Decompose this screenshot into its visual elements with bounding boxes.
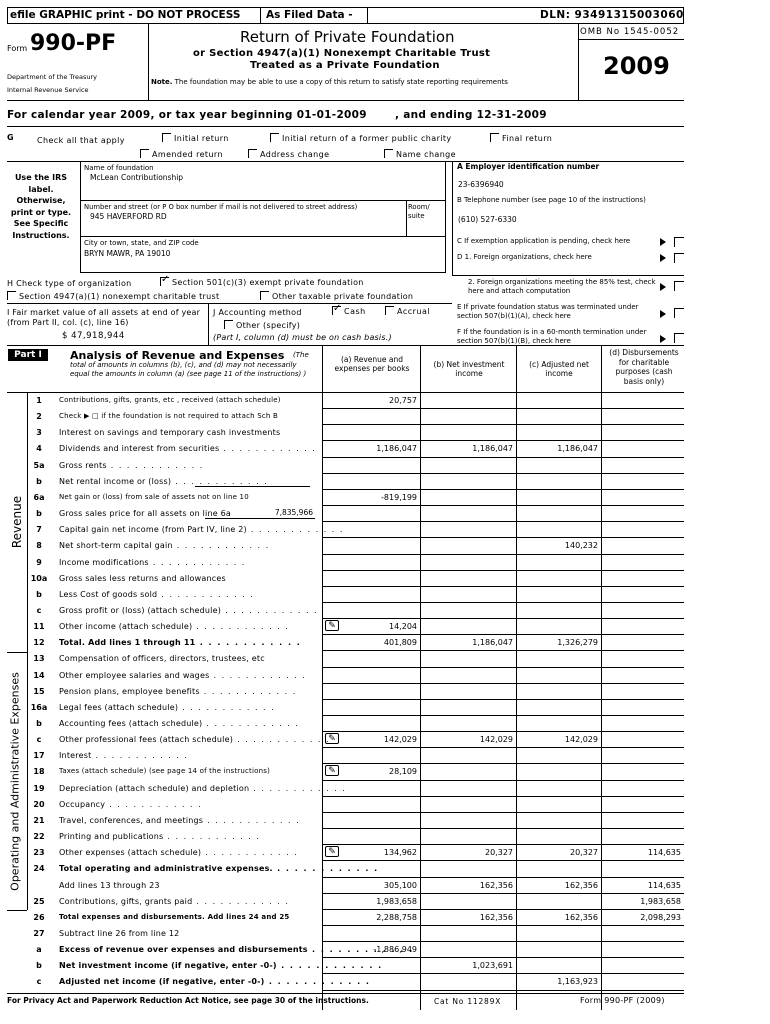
- final-return-option[interactable]: Final return: [490, 133, 552, 143]
- row-description: Excess of revenue over expenses and disbursements . . .: [59, 945, 414, 954]
- form-title: Return of Private Foundation: [240, 28, 455, 46]
- row-description: Capital gain net income (from Part IV, line 2) . . .: [59, 525, 344, 534]
- cell-col-a: 305,100: [383, 880, 417, 890]
- row-description: Gross rents . . .: [59, 461, 204, 470]
- f-label: F If the foundation is in a 60-month termination under section 507(b)(1)(B), check here: [457, 328, 647, 345]
- row-number: 20: [33, 799, 45, 809]
- row-description: Total expenses and disbursements. Add lines 24 and 25: [59, 912, 290, 921]
- name-label: Name of foundation: [84, 164, 154, 172]
- row-number: b: [36, 589, 42, 599]
- j-other-option[interactable]: Other (specify): [224, 320, 300, 330]
- filed-label: As Filed Data -: [266, 9, 353, 21]
- row-number: 25: [33, 896, 45, 906]
- initial-former-option[interactable]: Initial return of a former public charity: [270, 133, 452, 143]
- d1-arrow-icon: [660, 254, 666, 264]
- address-change-option[interactable]: Address change: [248, 149, 329, 159]
- row-number: 12: [33, 638, 45, 648]
- cell-col-b: 162,356: [479, 912, 513, 922]
- dept-treasury: Department of the Treasury: [7, 73, 98, 81]
- j-accrual-checkbox[interactable]: [385, 306, 394, 315]
- row-number: 26: [33, 912, 45, 922]
- cell-col-c: 1,163,923: [557, 977, 598, 987]
- use-irs-label: Use the IRS label. Otherwise, print or type. See Specific Instructions.: [10, 173, 72, 240]
- cell-col-a: 142,029: [383, 735, 417, 745]
- j-label: J Accounting method: [213, 308, 302, 317]
- c-checkbox[interactable]: [674, 237, 684, 249]
- c-label: C If exemption application is pending, check here: [457, 237, 631, 245]
- j-accrual-option[interactable]: Accrual: [385, 306, 430, 316]
- amended-return-checkbox[interactable]: [140, 149, 149, 158]
- row-description: Interest . . .: [59, 751, 188, 760]
- form-subtitle-2: Treated as a Private Foundation: [250, 60, 440, 71]
- row-description: Other expenses (attach schedule) . . .: [59, 848, 298, 857]
- expenses-side-label: Operating and Administrative Expenses: [8, 672, 22, 891]
- row-number: 11: [33, 622, 45, 632]
- row-number: 15: [33, 686, 45, 696]
- row-description: Gross sales less returns and allowances: [59, 573, 226, 583]
- row-description: Net rental income or (loss) . . .: [59, 477, 268, 486]
- street-label: Number and street (or P O box number if mail is not delivered to street address): [84, 203, 358, 211]
- cell-col-c: 162,356: [564, 912, 598, 922]
- phone-label: B Telephone number (see page 10 of the instructions): [457, 196, 646, 204]
- row-description: Adjusted net income (if negative, enter -0-) . . .: [59, 977, 370, 986]
- part1-badge: Part I: [8, 349, 48, 361]
- form-subtitle-1: or Section 4947(a)(1) Nonexempt Charitable Trust: [193, 48, 491, 59]
- j-cash-checkbox[interactable]: [332, 306, 341, 315]
- name-change-checkbox[interactable]: [384, 149, 393, 158]
- form-number: 990-PF: [30, 31, 117, 56]
- privacy-notice: For Privacy Act and Paperwork Reduction Act Notice, see page 30 of the instructions.: [7, 996, 369, 1005]
- row-number: 18: [33, 767, 45, 777]
- row-number: 14: [33, 670, 45, 680]
- e-checkbox[interactable]: [674, 308, 684, 320]
- row-description: Subtract line 26 from line 12: [59, 928, 180, 938]
- row-number: 17: [33, 751, 45, 761]
- dept-irs: Internal Revenue Service: [7, 86, 89, 94]
- d2-label: 2. Foreign organizations meeting the 85% test, check here and attach computation: [468, 278, 656, 295]
- cell-col-c: 142,029: [564, 735, 598, 745]
- row-description: Dividends and interest from securities . . .: [59, 444, 316, 453]
- i-label: I Fair market value of all assets at end of year (from Part II, col. (c), line 16): [7, 308, 201, 327]
- row-number: 24: [33, 864, 45, 874]
- row-description: Depreciation (attach schedule) and depletion . . .: [59, 784, 346, 793]
- row-description: Accounting fees (attach schedule) . . .: [59, 719, 299, 728]
- row-number: 13: [33, 654, 45, 664]
- initial-return-checkbox[interactable]: [162, 133, 171, 142]
- col-d-header: (d) Disbursements for charitable purposes (cash basis only): [609, 348, 679, 386]
- ein-value: 23-6396940: [458, 180, 504, 189]
- row-description: Occupancy . . .: [59, 800, 202, 809]
- c-arrow-icon: [660, 238, 666, 248]
- row-number: b: [36, 719, 42, 728]
- row-description: Contributions, gifts, grants, etc , received (attach schedule): [59, 396, 281, 404]
- cat-number: Cat No 11289X: [434, 997, 502, 1006]
- row-number: 27: [33, 928, 45, 938]
- d1-checkbox[interactable]: [674, 253, 684, 265]
- address-change-checkbox[interactable]: [248, 149, 257, 158]
- cell-col-d: 1,983,658: [640, 896, 681, 906]
- h-4947-option[interactable]: Section 4947(a)(1) nonexempt charitable trust: [7, 291, 219, 301]
- row-description: Income modifications . . .: [59, 558, 246, 567]
- row-description: Printing and publications . . .: [59, 832, 260, 841]
- cell-col-b: 1,186,047: [472, 638, 513, 648]
- ein-label: A Employer identification number: [457, 162, 600, 171]
- row-number: 23: [33, 848, 45, 858]
- row-description: Check ▶ □ if the foundation is not required to attach Sch B: [59, 412, 278, 421]
- d2-arrow-icon: [660, 283, 666, 293]
- row-description: Add lines 13 through 23: [59, 880, 160, 890]
- form-word: Form: [7, 44, 28, 53]
- row-number: 3: [36, 428, 42, 438]
- row-number: c: [36, 735, 42, 745]
- dln: DLN: 93491315003060: [540, 9, 684, 21]
- cell-col-a: 1,983,658: [376, 896, 417, 906]
- tax-year: 2009: [603, 52, 670, 80]
- attachment-icon[interactable]: ✎: [325, 620, 339, 631]
- row-number: 9: [36, 557, 42, 567]
- cell-col-c: 1,186,047: [557, 444, 598, 454]
- amended-return-option[interactable]: Amended return: [140, 149, 223, 159]
- row-number: c: [36, 977, 42, 987]
- part1-desc: total of amounts in columns (b), (c), and (d) may not necessarily equal the amounts in column (a) (see page 11 of the instructions) ): [70, 361, 307, 378]
- row-description: Pension plans, employee benefits . . .: [59, 687, 297, 696]
- final-return-checkbox[interactable]: [490, 133, 499, 142]
- city-label: City or town, state, and ZIP code: [84, 239, 199, 247]
- f-arrow-icon: [660, 335, 666, 345]
- row-number: 5a: [33, 460, 45, 470]
- row-number: 22: [33, 832, 45, 842]
- check-all-label: Check all that apply: [37, 136, 125, 145]
- cell-col-d: 2,098,293: [640, 912, 681, 922]
- cell-col-b: 1,023,691: [472, 961, 513, 971]
- row-description: Less Cost of goods sold . . .: [59, 590, 254, 599]
- j-cash-option[interactable]: ✓ Cash: [332, 306, 366, 316]
- cell-col-a: 14,204: [389, 622, 417, 632]
- cell-col-d: 114,635: [647, 880, 681, 890]
- cell-col-a: 134,962: [383, 848, 417, 858]
- row-number: b: [36, 509, 42, 519]
- name-change-option[interactable]: Name change: [384, 149, 456, 159]
- row-number: 8: [36, 541, 42, 551]
- row-number: 4: [36, 444, 42, 454]
- attachment-icon[interactable]: ✎: [325, 765, 339, 776]
- h-other-checkbox[interactable]: [260, 291, 269, 300]
- h-other-option[interactable]: Other taxable private foundation: [260, 291, 413, 301]
- h-501c3-checkbox[interactable]: [160, 277, 169, 286]
- omb-number: OMB No 1545-0052: [580, 27, 680, 37]
- attachment-icon[interactable]: ✎: [325, 846, 339, 857]
- row-description: Gross profit or (loss) (attach schedule) . . .: [59, 606, 318, 615]
- cell-col-b: 1,186,047: [472, 444, 513, 454]
- cell-col-a: 1,186,047: [376, 444, 417, 454]
- row-number: b: [36, 961, 42, 971]
- row-number: 7: [36, 525, 42, 535]
- cell-col-b: 20,327: [485, 848, 513, 858]
- row-number: 10a: [30, 573, 48, 583]
- initial-return-option[interactable]: Initial return: [162, 133, 229, 143]
- cell-col-d: 114,635: [647, 848, 681, 858]
- row-number: 21: [33, 815, 45, 825]
- e-label: E If private foundation status was terminated under section 507(b)(1)(A), check here: [457, 303, 639, 320]
- note-bold: Note.: [151, 78, 173, 86]
- row-description: Legal fees (attach schedule) . . .: [59, 703, 275, 712]
- street-address: 945 HAVERFORD RD: [90, 212, 167, 221]
- cell-col-b: 142,029: [479, 735, 513, 745]
- cell-col-a: 28,109: [389, 767, 417, 777]
- efile-label: efile GRAPHIC print - DO NOT PROCESS: [10, 9, 241, 21]
- row-number: a: [36, 945, 42, 955]
- row-number: 2: [36, 412, 42, 422]
- part1-title-note: (The: [293, 351, 309, 359]
- attachment-icon[interactable]: ✎: [325, 733, 339, 744]
- row-description: Other income (attach schedule) . . .: [59, 622, 289, 631]
- d1-label: D 1. Foreign organizations, check here: [457, 253, 592, 261]
- h-4947-checkbox[interactable]: [7, 291, 16, 300]
- row-description: Net investment income (if negative, enter -0-) . . .: [59, 961, 383, 970]
- row-number: b: [36, 476, 42, 486]
- row-number: 1: [36, 396, 42, 405]
- row-description: Taxes (attach schedule) (see page 14 of the instructions): [59, 767, 271, 776]
- calendar-year: For calendar year 2009, or tax year beginning 01-01-2009: [7, 109, 367, 121]
- h-501c3-option[interactable]: ✓ Section 501(c)(3) exempt private foundation: [160, 277, 364, 287]
- cell-col-b: 162,356: [479, 880, 513, 890]
- row-number: 6a: [33, 492, 45, 502]
- d2-checkbox[interactable]: [674, 281, 684, 293]
- gross-sales-6b-value: 7,835,966: [274, 508, 313, 517]
- row-number: 19: [33, 783, 45, 793]
- city-state-zip: BRYN MAWR, PA 19010: [84, 249, 171, 258]
- note-text: The foundation may be able to use a copy of this return to satisfy state reporting requirements: [174, 78, 508, 86]
- e-arrow-icon: [660, 310, 666, 320]
- cell-col-c: 1,326,279: [557, 638, 598, 648]
- row-description: Travel, conferences, and meetings . . .: [59, 816, 300, 825]
- cell-col-c: 140,232: [564, 541, 598, 551]
- cell-col-a: -819,199: [381, 492, 417, 502]
- g-label: G: [7, 133, 14, 142]
- row-description: Net short-term capital gain . . .: [59, 541, 270, 550]
- foundation-name: McLean Contributionship: [90, 173, 184, 182]
- row-description: Compensation of officers, directors, trustees, etc: [59, 654, 265, 664]
- row-description: Contributions, gifts, grants paid . . .: [59, 897, 289, 906]
- row-number: 16a: [30, 702, 48, 712]
- form-footer: Form 990-PF (2009): [580, 996, 665, 1005]
- row-description: Total. Add lines 1 through 11 . . .: [59, 638, 301, 647]
- phone-value: (610) 527-6330: [458, 215, 517, 224]
- row-description: Interest on savings and temporary cash investments: [59, 428, 281, 438]
- initial-former-checkbox[interactable]: [270, 133, 279, 142]
- cell-col-a: -1,886,949: [373, 945, 417, 955]
- j-note: (Part I, column (d) must be on cash basis.): [213, 333, 392, 342]
- row-description: Gross sales price for all assets on line 6a: [59, 509, 231, 519]
- col-c-header: (c) Adjusted net income: [529, 360, 589, 378]
- f-checkbox[interactable]: [674, 333, 684, 345]
- cell-col-c: 162,356: [564, 880, 598, 890]
- cell-col-a: 20,757: [389, 396, 417, 405]
- j-other-checkbox[interactable]: [224, 320, 233, 329]
- part1-title: Analysis of Revenue and Expenses: [70, 349, 285, 362]
- cell-col-a: 2,288,758: [376, 912, 417, 922]
- form-note: [151, 78, 508, 86]
- row-description: Other employee salaries and wages . . .: [59, 671, 306, 680]
- h-label: H Check type of organization: [7, 279, 132, 288]
- row-number: c: [36, 605, 42, 615]
- cell-col-a: 401,809: [383, 638, 417, 648]
- i-value: $ 47,918,944: [62, 331, 125, 341]
- room-label: Room/ suite: [408, 203, 430, 220]
- revenue-side-label: Revenue: [10, 495, 24, 549]
- calendar-ending: , and ending 12-31-2009: [395, 109, 547, 121]
- row-description: Net gain or (loss) from sale of assets not on line 10: [59, 492, 249, 501]
- cell-col-c: 20,327: [570, 848, 598, 858]
- col-b-header: (b) Net investment income: [433, 360, 505, 378]
- col-a-header: (a) Revenue and expenses per books: [334, 355, 410, 373]
- row-description: Other professional fees (attach schedule) . . .: [59, 735, 330, 744]
- row-description: Total operating and administrative expenses. . . .: [59, 864, 379, 873]
